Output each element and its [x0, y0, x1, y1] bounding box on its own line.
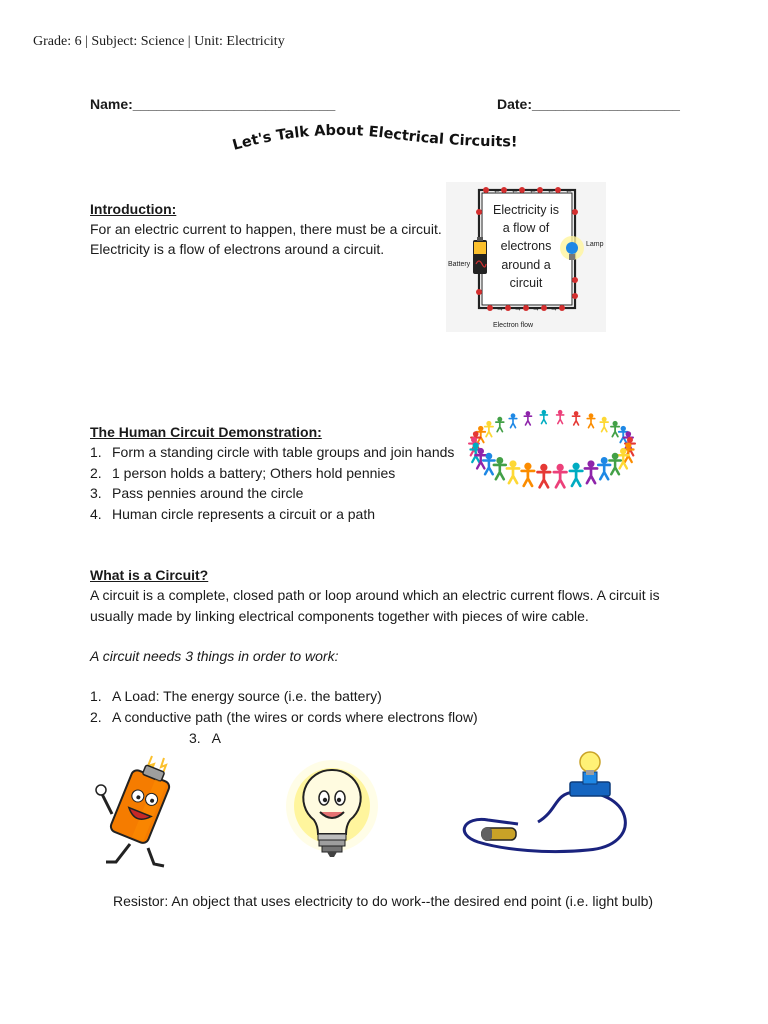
list-item	[90, 686, 510, 707]
person-figure	[485, 421, 493, 436]
person-figure	[557, 410, 564, 423]
circuit-caption-line: a flow of	[502, 221, 550, 235]
person-figure	[507, 461, 519, 483]
list-number: 3.	[90, 485, 102, 501]
header-grade-line: Grade: 6 | Subject: Science | Unit: Electricity	[33, 34, 285, 49]
circuit-caption-line: circuit	[509, 276, 543, 290]
person-figure	[611, 421, 619, 436]
person-figure	[496, 417, 504, 431]
what-is-line-2: usually made by linking electrical components together with pieces of wire cable.	[90, 608, 589, 624]
lamp-icon	[560, 236, 584, 260]
person-figure	[600, 417, 608, 431]
person-figure	[587, 414, 595, 428]
electron-flow-label: Electron flow	[492, 322, 534, 329]
svg-text:←: ←	[511, 186, 519, 195]
intro-line-2: Electricity is a flow of electrons around a circuit.	[90, 241, 385, 257]
person-figure	[524, 412, 531, 425]
battery-cartoon-image	[90, 752, 180, 870]
svg-text:→: →	[532, 304, 540, 313]
lamp-label: Lamp	[586, 241, 604, 248]
circuit-caption-line: Electricity is	[493, 203, 559, 217]
list-number: 1.	[90, 444, 102, 460]
what-is-line-1: A circuit is a complete, closed path or loop around which an electric current flows. A circuit is	[90, 587, 660, 603]
svg-text:Let's Talk About Electrical Ci	[232, 123, 518, 154]
person-figure	[509, 414, 517, 428]
resistor-definition: Resistor: An object that uses electricity to do work--the desired end point (i.e. light bulb)	[113, 893, 654, 909]
list-number: 2.	[90, 708, 102, 725]
list-item	[90, 442, 470, 463]
circuit-caption-line: around a	[501, 258, 551, 272]
svg-text:→: →	[550, 304, 558, 313]
svg-text:←: ←	[493, 186, 501, 195]
list-item	[90, 504, 470, 525]
light-bulb-image	[282, 758, 382, 866]
list-text: A	[211, 730, 221, 746]
intro-heading: Introduction:	[90, 201, 177, 217]
list-text: Human circle represents a circuit or a path	[112, 505, 375, 522]
list-item	[90, 707, 510, 728]
list-text: 1 person holds a battery; Others hold pennies	[112, 464, 396, 481]
person-figure	[522, 463, 534, 486]
list-number: 2.	[90, 464, 102, 481]
list-text: A Load: The energy source (i.e. the battery)	[112, 688, 382, 704]
svg-text:←: ←	[565, 186, 573, 195]
human-circuit-heading: The Human Circuit Demonstration:	[90, 424, 322, 440]
circuit-diagram	[446, 182, 606, 332]
what-is-heading: What is a Circuit?	[90, 567, 209, 583]
svg-text:←: ←	[547, 186, 555, 195]
list-number: 3.	[189, 730, 201, 746]
person-figure	[554, 464, 567, 487]
person-figure	[538, 464, 551, 487]
person-figure	[585, 461, 597, 483]
intro-line-1: For an electric current to happen, there must be a circuit.	[90, 221, 442, 237]
svg-text:→: →	[496, 304, 504, 313]
list-text: Pass pennies around the circle	[112, 485, 304, 501]
needs-list	[90, 686, 510, 727]
list-number: 1.	[90, 688, 102, 704]
human-circuit-list	[90, 442, 470, 524]
circuit-caption-line: electrons	[500, 239, 552, 253]
person-figure	[572, 412, 579, 425]
list-item	[90, 483, 470, 504]
list-text: A conductive path (the wires or cords where electrons flow)	[112, 708, 478, 725]
page-title	[232, 120, 542, 160]
list-item	[189, 728, 221, 748]
svg-text:←: ←	[529, 186, 537, 195]
svg-text:→: →	[514, 304, 522, 313]
person-figure	[570, 463, 582, 486]
battery-icon	[473, 237, 487, 274]
date-field-label: Date:___________________	[497, 96, 680, 112]
human-circle-image	[462, 404, 642, 502]
list-text: Form a standing circle with table groups and join hands	[112, 444, 455, 460]
battery-label: Battery	[448, 261, 471, 268]
title-text: Let's Talk About Electrical Circuits!	[232, 122, 518, 154]
simple-circuit-image	[458, 750, 644, 860]
list-number: 4.	[90, 505, 102, 522]
name-field-label: Name:__________________________	[90, 96, 336, 112]
person-figure	[540, 410, 547, 423]
needs-line: A circuit needs 3 things in order to work:	[90, 648, 339, 664]
list-item	[90, 463, 470, 484]
